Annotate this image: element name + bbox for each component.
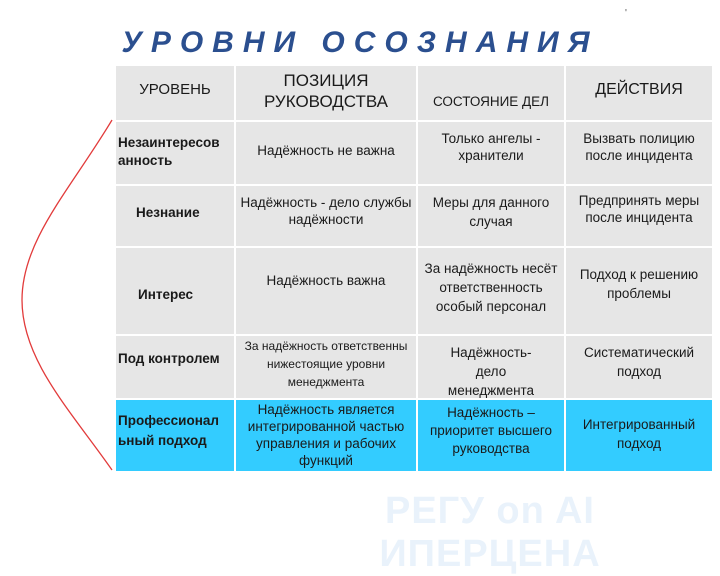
table-row-3-actions [566, 248, 712, 334]
header-actions: ДЕЙСТВИЯ [595, 81, 683, 98]
header-cell-position [236, 66, 416, 120]
row-5-position-line2: интегрированной частью [247, 419, 405, 434]
table-row-2-level [116, 186, 234, 246]
watermark-footer: РЕГУ on AI ИПЕРЦЕНА [379, 490, 601, 575]
row-3-position-line1: Надёжность важна [266, 273, 386, 288]
table-row-2-actions [566, 186, 712, 246]
table-row-5-position [236, 400, 416, 471]
row-2-state-line1: Меры для данного [432, 195, 550, 210]
row-4-position-line1: За надёжность ответственны [244, 339, 408, 353]
row-3-actions-line2: проблемы [607, 286, 671, 301]
table-row-4-state [418, 336, 564, 398]
row-5-position-line1: Надёжность является [257, 402, 395, 417]
row-1-actions-line2: после инцидента [585, 148, 693, 163]
row-4-state-line1: Надёжность- [450, 345, 532, 360]
row-5-position-line3: управления и рабочих [256, 436, 396, 451]
table-row-1-position [236, 122, 416, 184]
table-row-4-actions [566, 336, 712, 398]
row-4-actions-line2: подход [616, 364, 662, 379]
row-1-state-line2: хранители [458, 148, 524, 163]
header-cell-actions [566, 66, 712, 120]
row-5-level-line2: ьный подход [118, 433, 207, 448]
row-1-state-line1: Только ангелы - [441, 131, 541, 146]
row-5-state-line2: приоритет высшего [429, 423, 553, 438]
row-5-state-line3: руководства [452, 441, 530, 456]
table-row-1-level [116, 122, 234, 184]
row-2-position-line1: Надёжность - дело службы [240, 195, 412, 210]
table-row-1-actions [566, 122, 712, 184]
row-1-actions-line1: Вызвать полицию [583, 131, 695, 146]
table-row-4-level [116, 336, 234, 398]
row-2-actions-line2: после инцидента [585, 210, 693, 225]
row-2-level-line1: Незнание [136, 205, 200, 220]
row-5-state-line1: Надёжность – [447, 405, 535, 420]
header-state: СОСТОЯНИЕ ДЕЛ [432, 94, 550, 109]
row-2-state-line2: случая [469, 214, 513, 229]
row-5-actions-line1: Интегрированный [582, 417, 696, 432]
row-4-state-line3: менеджмента [447, 383, 535, 398]
table-row-5-level [116, 400, 234, 471]
table-row-2-position [236, 186, 416, 246]
table-row-4-position [236, 336, 416, 398]
table-row-1-state [418, 122, 564, 184]
table-row-5-actions [566, 400, 712, 471]
row-3-state-line2: ответственность [439, 280, 543, 295]
row-3-state-line1: За надёжность несёт [424, 261, 558, 276]
table-row-2-state [418, 186, 564, 246]
table-row-5-state [418, 400, 564, 471]
row-5-position-line4: функций [299, 453, 353, 468]
row-1-level-line1: Незаинтересов [118, 135, 220, 150]
awareness-levels-table [116, 66, 712, 471]
row-5-actions-line2: подход [616, 436, 662, 451]
header-position-line2: РУКОВОДСТВА [263, 92, 389, 111]
row-3-level-line1: Интерес [138, 287, 194, 302]
row-4-position-line3: менеджмента [287, 375, 365, 389]
row-5-level-line1: Профессионал [118, 413, 219, 428]
row-3-actions-line1: Подход к решению [579, 267, 699, 282]
table-row-3-position [236, 248, 416, 334]
row-2-actions-line1: Предпринять меры [578, 193, 700, 208]
header-level: УРОВЕНЬ [139, 81, 211, 98]
row-4-level-line1: Под контролем [118, 351, 220, 366]
table-row-3-level [116, 248, 234, 334]
row-4-position-line2: нижестоящие уровни [266, 357, 386, 371]
header-cell-state [418, 66, 564, 120]
row-2-position-line2: надёжности [288, 212, 364, 227]
row-1-level-line2: анность [118, 153, 173, 168]
header-cell-level [116, 66, 234, 120]
table-row-3-state [418, 248, 564, 334]
header-position-line1: ПОЗИЦИЯ [283, 71, 369, 90]
row-3-state-line3: особый персонал [435, 299, 547, 314]
row-1-position-line1: Надёжность не важна [257, 143, 395, 158]
page-title: УРОВНИ ОСОЗНАНИЯ [121, 26, 599, 59]
row-4-actions-line1: Систематический [583, 345, 695, 360]
row-4-state-line2: дело [475, 364, 507, 379]
decorative-dot: ' [625, 8, 627, 19]
